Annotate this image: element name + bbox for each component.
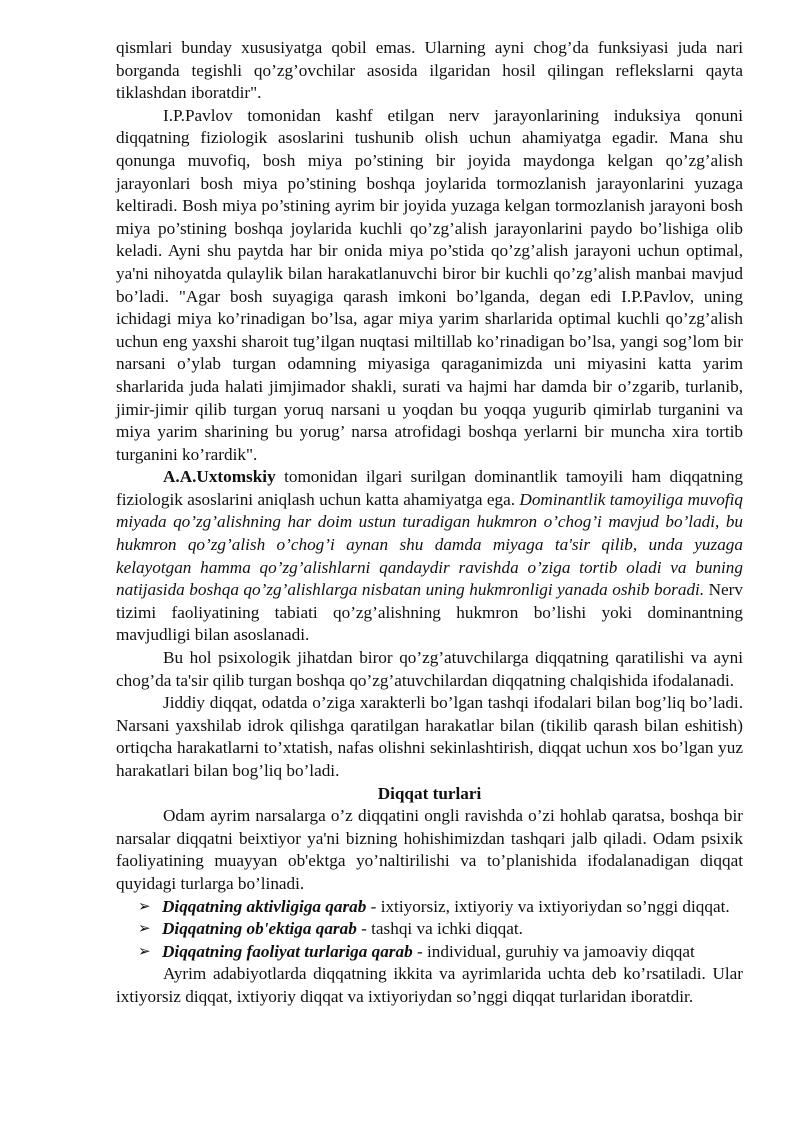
list-item [116,941,743,964]
paragraph-text: Nerv tizimi faoliyatining tabiati qo’zg’alishning hukmron bo’lishi yoki dominantning mavjudligi bilan asoslanadi. [116,580,744,645]
paragraph-uxtomskiy-dominant [116,466,743,647]
italic-definition: Dominantlik tamoyiliga muvofiq miyada qo’zg’alishning har doim ustun turadigan hukmron o’chog’i mavjud bo’ladi, bu hukmron qo’zg’alish o’chog’i aynan shu damda miyaga ta'sir qilib, unda yuzaga kelayotgan hamma qo’zg’alishlarni qandaydir ravishda o’ziga tortib oladi va buning natijasida boshqa qo’zg’alishlarga nisbatan uning hukmronligi yanada oshib boradi. [116,489,744,600]
arrow-bullet-icon: ➢ [138,943,151,960]
arrow-bullet-icon: ➢ [138,921,151,938]
paragraph-text: tomonidan ilgari surilgan dominantlik tamoyili ham diqqatning fiziologik asoslarini aniqlash uchun katta ahamiyatga ega. [116,467,743,509]
list-item-text: - tashqi va ichki diqqat. [356,919,523,939]
list-item-text: - individual, guruhiy va jamoaviy diqqat [412,941,695,961]
list-item [116,918,743,941]
list-item-term: Diqqatning faoliyat turlariga qarab [162,941,413,961]
attention-types-list [116,896,743,964]
list-item-text: - ixtiyorsiz, ixtiyoriy va ixtiyoriydan so’nggi diqqat. [366,896,730,916]
list-item-term: Diqqatning aktivligiga qarab [162,896,367,916]
paragraph-literature-note: Ayrim adabiyotlarda diqqatning ikkita va ayrimlarida uchta deb ko’rsatiladi. Ular ixtiyorsiz diqqat, ixtiyoriy diqqat va ixtiyoriydan so’nggi diqqat turlaridan iboratdir. [116,964,743,1006]
paragraph-serious-attention: Jiddiy diqqat, odatda o’ziga xarakterli bo’lgan tashqi ifodalari bilan bog’liq bo’ladi. Narsani yaxshilab idrok qilishga qaratilgan harakatlar bilan (tikilib qarash bilan eshitish) ortiqcha harakatlarni to’xtatish, nafas olishni sekinlashtirish, diqqat uchun xos bo’lgan yuz harakatlari bilan bog’liq bo’ladi. [116,693,743,780]
paragraph-continuation: qismlari bunday xususiyatga qobil emas. Ularning ayni chog’da funksiyasi juda nari borganda tegishli qo’zg’ovchilar asosida ilgaridan hosil qilingan reflekslarni qayta tiklashdan iboratdir". [116,38,743,103]
paragraph-pavlov-induction: I.P.Pavlov tomonidan kashf etilgan nerv jarayonlarining induksiya qonuni diqqatning fiziologik asoslarini tushunib olish uchun ahamiyatga egadir. Mana shu qonunga muvofiq, bosh miya po’stining bir joyida maydonga kelgan qo’zg’alish jarayonlari bosh miya po’stining boshqa joylarida tormozlanish jarayonlarini yuzaga keltiradi. Bosh miya po’stining ayrim bir joyida yuzaga kelgan tormozlanish jarayoni bosh miya po’stining boshqa joylarida kuchli qo’zg’alish jarayonlarini paydo bo’lishiga olib keladi. Ayni shu paytda har bir onida miya po’stida qo’zg’alish jarayoni uchun optimal, ya'ni nihoyatda qulaylik bilan harakatlanuvchi biror bir kuchli qo’zg’alish manbai mavjud bo’ladi. "Agar bosh suyagiga qarash imkoni bo’lganda, degan edi I.P.Pavlov, uning ichidagi miya ko’rinadigan bo’lsa, agar miya yarim sharlarida optimal kuchli qo’zg’alish uchun eng yaxshi sharoit tug’ilgan nuqtasi miltillab ko’rinadigan bo’lsa, yangi sog’lom bir narsani o’ylab turgan odamning miyasiga qaraganimizda uni miyasini katta yarim sharlarida juda halati jimjimador shakli, surati va hajmi har damda bir o’zgarib, turlanib, jimir-jimir qilib turgan yoruq narsani u yoqdan bu yoqqa yugurib qimirlab turganini va miya yarim sharining bu yorug’ narsa atrofidagi boshqa yerlarni bir muncha xira tortib turganini ko’rardik". [116,105,743,464]
list-item-term: Diqqatning ob'ektiga qarab [162,919,357,939]
paragraph-psychological: Bu hol psixologik jihatdan biror qo’zg’atuvchilarga diqqatning qaratilishi va ayni chog’da ta'sir qilib turgan boshqa qo’zg’atuvchilardan diqqatning chalqishida ifodalanadi. [116,648,743,690]
list-item [116,896,743,919]
paragraph-attention-types-intro: Odam ayrim narsalarga o’z diqqatini ongli ravishda o’zi hohlab qaratsa, boshqa bir narsalar diqqatni beixtiyor ya'ni bizning hohishimizdan tashqari jalb qiladi. Odam psixik faoliyatining muayyan ob'ektga yo’naltirilishi va to’planishida ifodalanadigan diqqat quyidagi turlarga bo’linadi. [116,806,743,893]
section-heading: Diqqat turlari [377,783,482,803]
author-name-uxtomskiy: A.A.Uxtomskiy [163,467,276,487]
arrow-bullet-icon: ➢ [138,898,151,915]
